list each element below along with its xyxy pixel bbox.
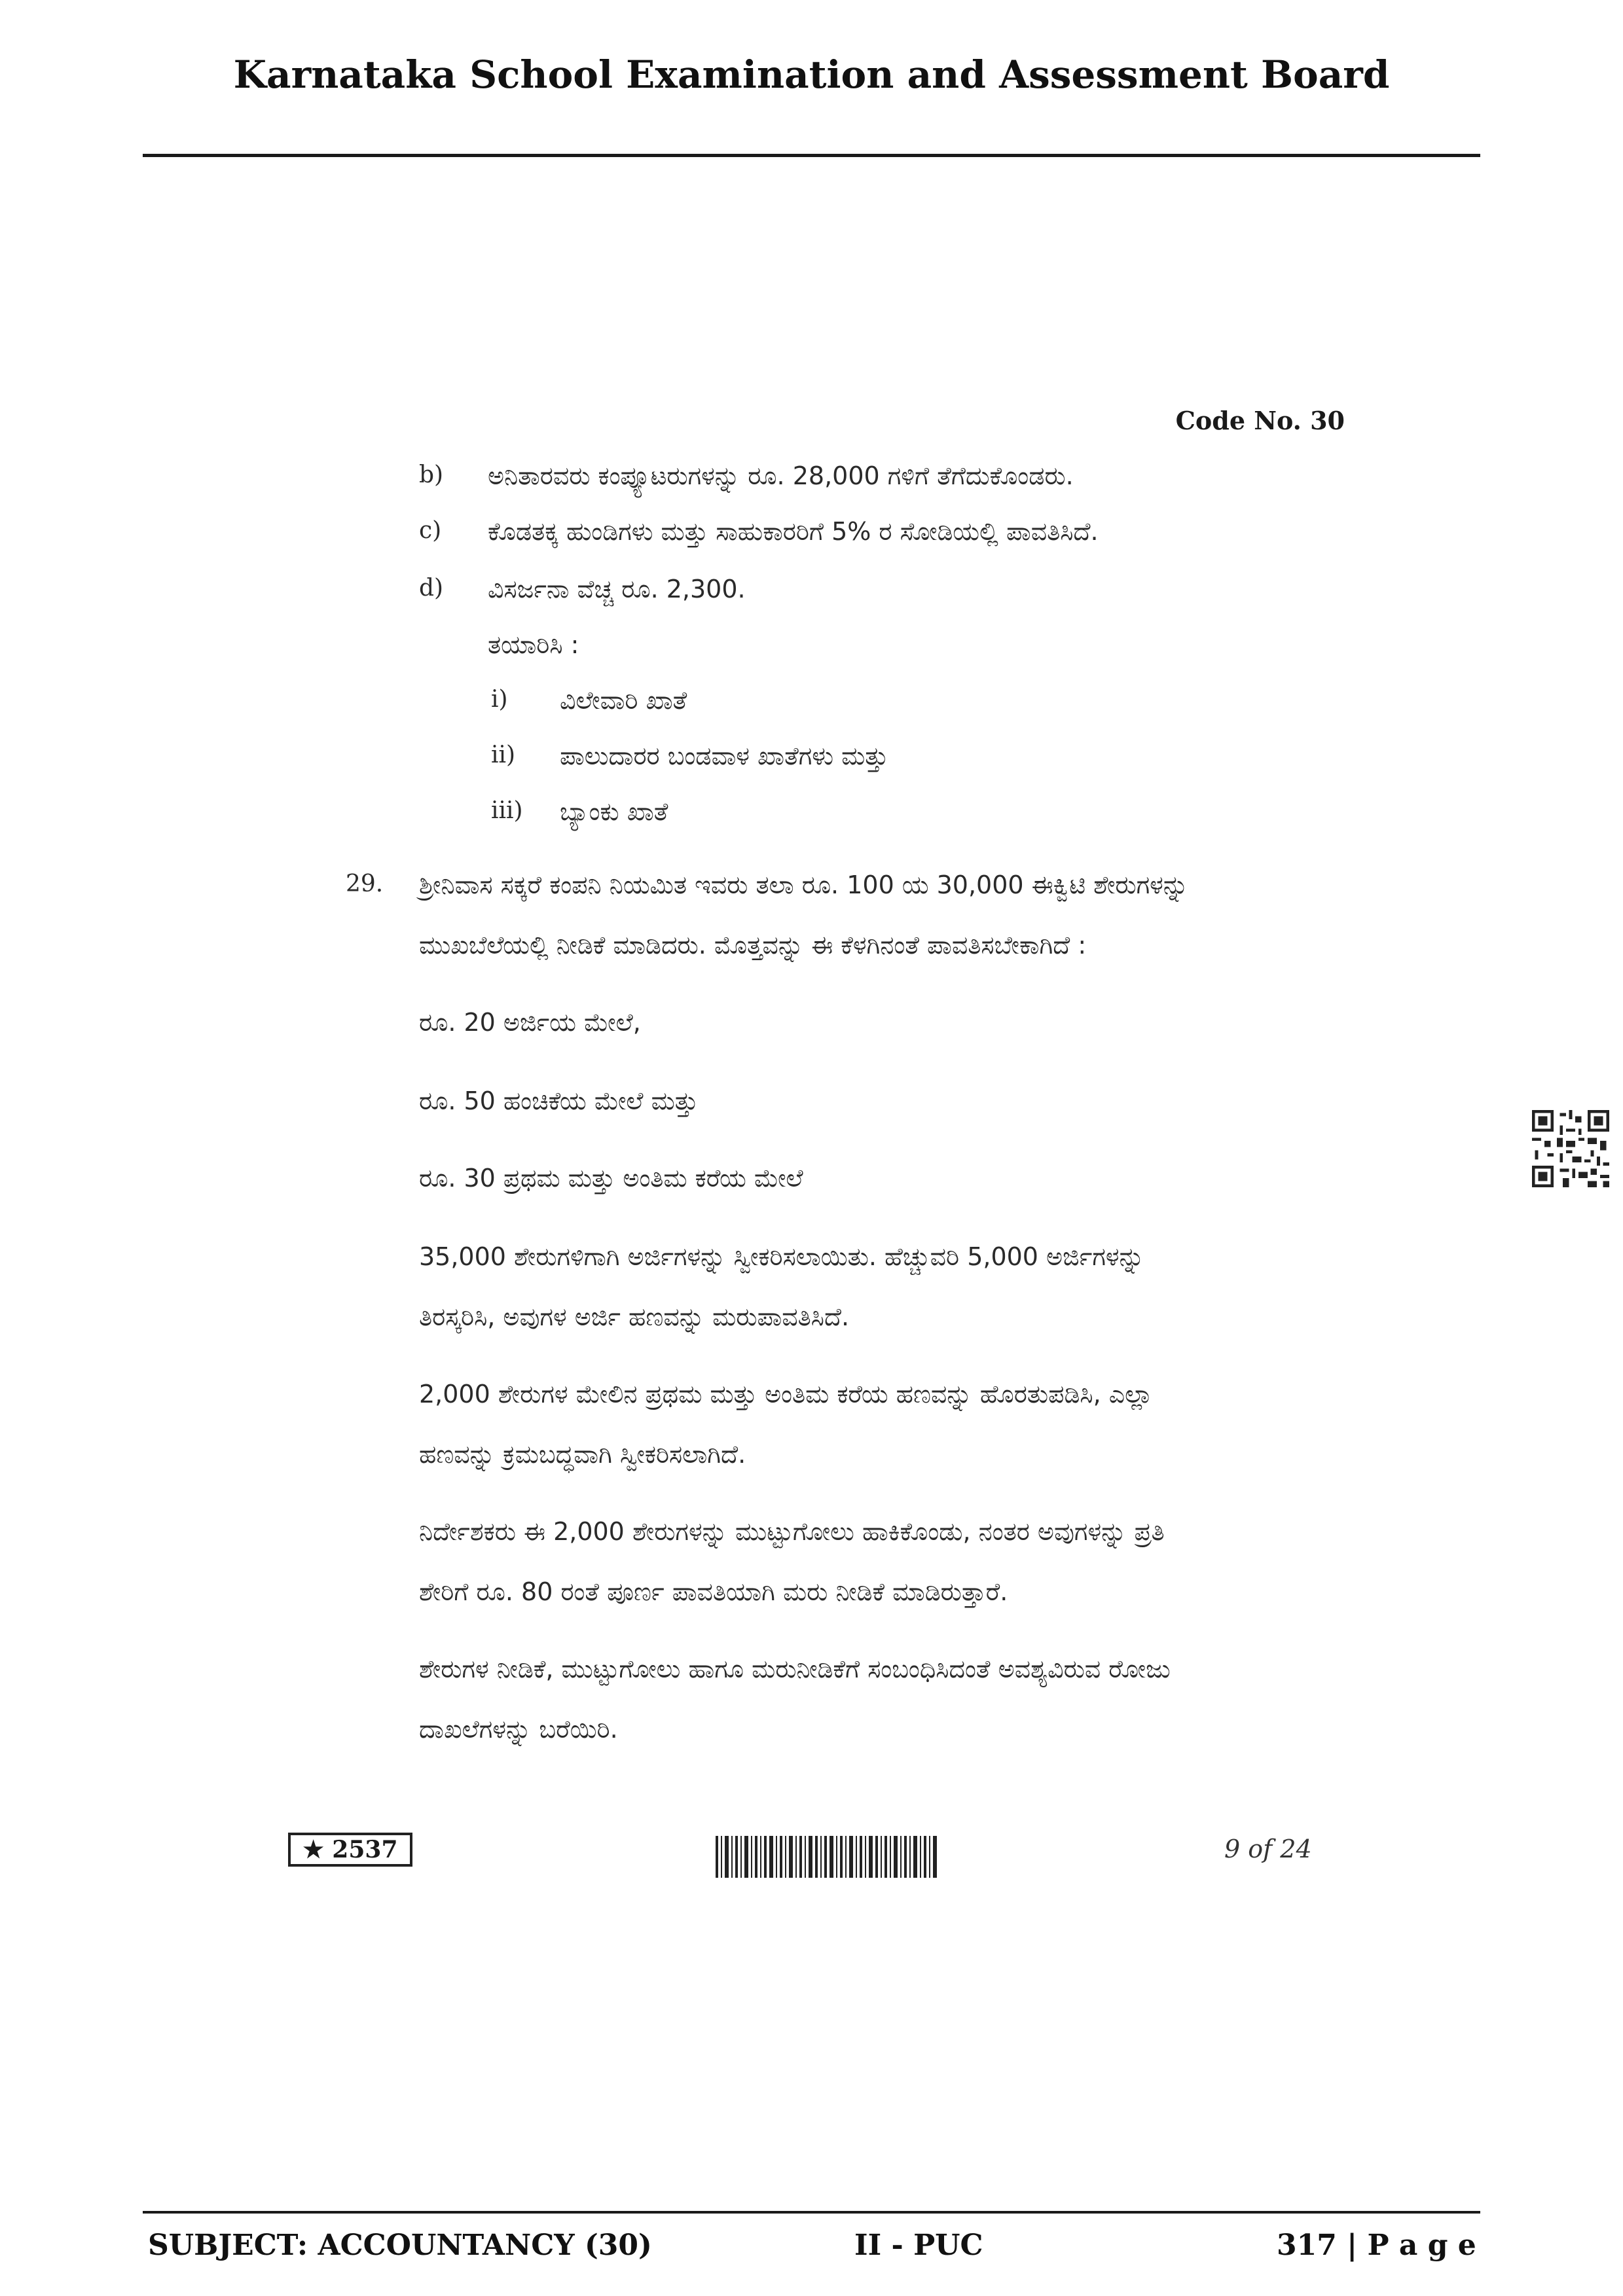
- q28-part-label: d): [419, 575, 444, 601]
- footer-subject: SUBJECT: ACCOUNTANCY (30): [148, 2229, 652, 2262]
- q29-paragraph-line: 35,000 ಶೇರುಗಳಿಗಾಗಿ ಅರ್ಜಿಗಳನ್ನು ಸ್ವೀಕರಿಸಲಾಯಿತು. ಹೆಚ್ಚುವರಿ 5,000 ಅರ್ಜಿಗಳನ್ನು: [419, 1242, 1144, 1271]
- header-rule: [143, 154, 1480, 157]
- q29-paragraph-line: ನಿರ್ದೇಶಕರು ಈ 2,000 ಶೇರುಗಳನ್ನು ಮುಟ್ಟುಗೋಲು ಹಾಕಿಕೊಂಡು, ನಂತರ ಅವುಗಳನ್ನು ಪ್ರತಿ: [419, 1517, 1165, 1546]
- q28-part-text: ಅನಿತಾರವರು ಕಂಪ್ಯೂಟರುಗಳನ್ನು ರೂ. 28,000 ಗಳಿಗೆ ತೆಗೆದುಕೊಂಡರು.: [488, 461, 1074, 490]
- q28-part-label: c): [419, 517, 442, 544]
- board-title: Karnataka School Examination and Assessment Board: [233, 52, 1390, 97]
- q29-intro-line: ಶ್ರೀನಿವಾಸ ಸಕ್ಕರೆ ಕಂಪನಿ ನಿಯಮಿತ ಇವರು ತಲಾ ರೂ. 100 ಯ 30,000 ಈಕ್ವಿಟಿ ಶೇರುಗಳನ್ನು: [419, 870, 1189, 899]
- footer-class: II - PUC: [854, 2229, 983, 2262]
- star-code-box: ★ 2537: [288, 1833, 412, 1867]
- q28-part-label: b): [419, 461, 444, 488]
- q28-part-text: ಕೊಡತಕ್ಕ ಹುಂಡಿಗಳು ಮತ್ತು ಸಾಹುಕಾರರಿಗೆ 5% ರ ಸೋಡಿಯಲ್ಲಿ ಪಾವತಿಸಿದೆ.: [488, 517, 1099, 546]
- q28-item-text: ವಿಲೇವಾರಿ ಖಾತೆ: [560, 686, 687, 715]
- q29-paragraph-line: ಹಣವನ್ನು ಕ್ರಮಬದ್ಧವಾಗಿ ಸ್ವೀಕರಿಸಲಾಗಿದೆ.: [419, 1440, 746, 1469]
- qr-code-icon: [1532, 1109, 1609, 1188]
- q29-number: 29.: [346, 870, 384, 897]
- q28-part-text: ವಿಸರ್ಜನಾ ವೆಚ್ಚ ರೂ. 2,300.: [488, 575, 746, 603]
- q28-item-label: ii): [491, 742, 516, 768]
- q29-paragraph-line: 2,000 ಶೇರುಗಳ ಮೇಲಿನ ಪ್ರಥಮ ಮತ್ತು ಅಂತಿಮ ಕರೆಯ ಹಣವನ್ನು ಹೊರತುಪಡಿಸಿ, ಎಲ್ಲಾ: [419, 1380, 1153, 1408]
- q28-item-text: ಬ್ಯಾಂಕು ಖಾತೆ: [560, 797, 668, 826]
- q29-paragraph-line: ತಿರಸ್ಕರಿಸಿ, ಅವುಗಳ ಅರ್ಜಿ ಹಣವನ್ನು ಮರುಪಾವತಿಸಿದೆ.: [419, 1302, 850, 1331]
- q29-intro-line: ಮುಖಬೆಲೆಯಲ್ಲಿ ನೀಡಿಕೆ ಮಾಡಿದರು. ಮೊತ್ತವನ್ನು ಈ ಕೆಳಗಿನಂತೆ ಪಾವತಿಸಬೇಕಾಗಿದೆ :: [419, 931, 1087, 960]
- footer-page-number: 317 | P a g e: [1277, 2229, 1476, 2262]
- barcode-icon: [716, 1836, 938, 1878]
- q28-item-label: iii): [491, 797, 523, 824]
- code-number: Code No. 30: [1175, 406, 1345, 435]
- q28-item-text: ಪಾಲುದಾರರ ಬಂಡವಾಳ ಖಾತೆಗಳು ಮತ್ತು: [560, 742, 888, 770]
- q28-item-label: i): [491, 686, 508, 713]
- q29-payment: ರೂ. 20 ಅರ್ಜಿಯ ಮೇಲೆ,: [419, 1008, 641, 1037]
- page-of-label: 9 of 24: [1224, 1835, 1312, 1863]
- q29-paragraph-line: ಶೇರುಗಳ ನೀಡಿಕೆ, ಮುಟ್ಟುಗೋಲು ಹಾಗೂ ಮರುನೀಡಿಕೆಗೆ ಸಂಬಂಧಿಸಿದಂತೆ ಅವಶ್ಯವಿರುವ ರೋಜು: [419, 1655, 1171, 1683]
- q28-prepare: ತಯಾರಿಸಿ :: [488, 630, 579, 659]
- q29-payment: ರೂ. 50 ಹಂಚಿಕೆಯ ಮೇಲೆ ಮತ್ತು: [419, 1086, 699, 1115]
- q29-payment: ರೂ. 30 ಪ್ರಥಮ ಮತ್ತು ಅಂತಿಮ ಕರೆಯ ಮೇಲೆ: [419, 1164, 803, 1193]
- q29-paragraph-line: ದಾಖಲೆಗಳನ್ನು ಬರೆಯಿರಿ.: [419, 1715, 618, 1744]
- q29-paragraph-line: ಶೇರಿಗೆ ರೂ. 80 ರಂತೆ ಪೂರ್ಣ ಪಾವತಿಯಾಗಿ ಮರು ನೀಡಿಕೆ ಮಾಡಿರುತ್ತಾರೆ.: [419, 1577, 1008, 1606]
- footer-rule: [143, 2211, 1480, 2214]
